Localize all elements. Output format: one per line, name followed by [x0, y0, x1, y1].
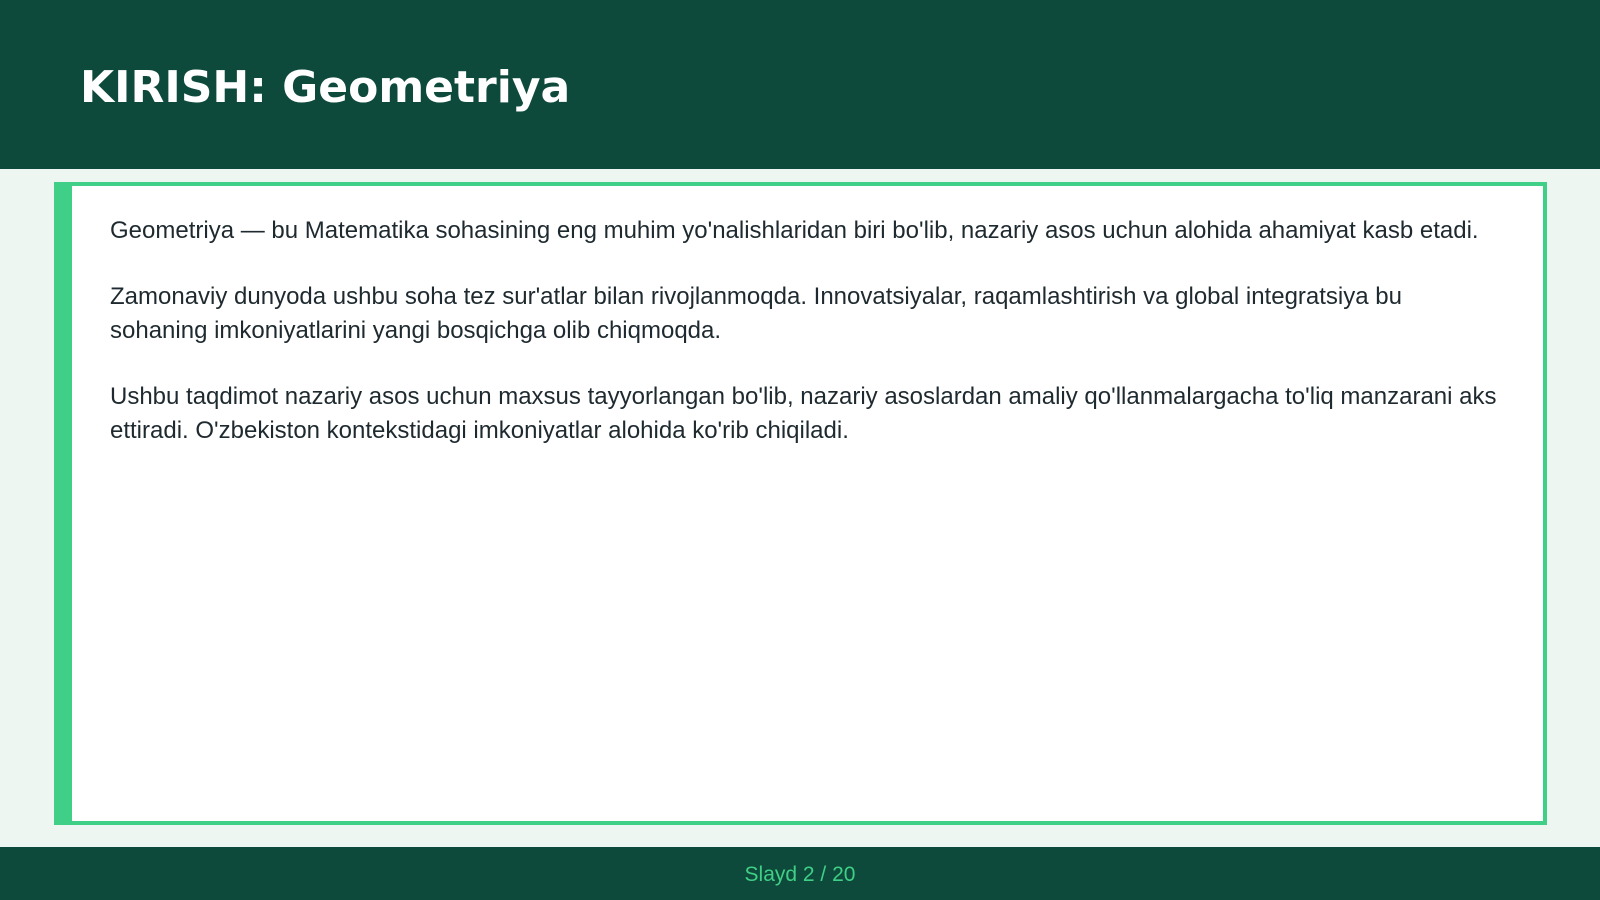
paragraph-1: Geometriya — bu Matematika sohasining eng muhim yo'nalishlaridan biri bo'lib, nazariy asos uchun alohida ahamiyat kasb etadi. [110, 217, 1479, 244]
slide-header [0, 0, 1600, 169]
content-body [110, 214, 1505, 480]
content-card [54, 182, 1547, 825]
slide-footer [0, 847, 1600, 900]
slide-number: Slayd 2 / 20 [744, 863, 856, 886]
paragraph-3: Ushbu taqdimot nazariy asos uchun maxsus tayyorlangan bo'lib, nazariy asoslardan amaliy qo'llanmalargacha to'liq manzarani aks ettiradi. O'zbekiston kontekstidagi imkoniyatlar alohida ko'rib chiqiladi. [110, 383, 1497, 444]
slide-title: KIRISH: Geometriya [80, 62, 571, 113]
paragraph-2: Zamonaviy dunyoda ushbu soha tez sur'atlar bilan rivojlanmoqda. Innovatsiyalar, raqamlashtirish va global integratsiya bu sohaning imkoniyatlarini yangi bosqichga olib chiqmoqda. [110, 283, 1402, 344]
